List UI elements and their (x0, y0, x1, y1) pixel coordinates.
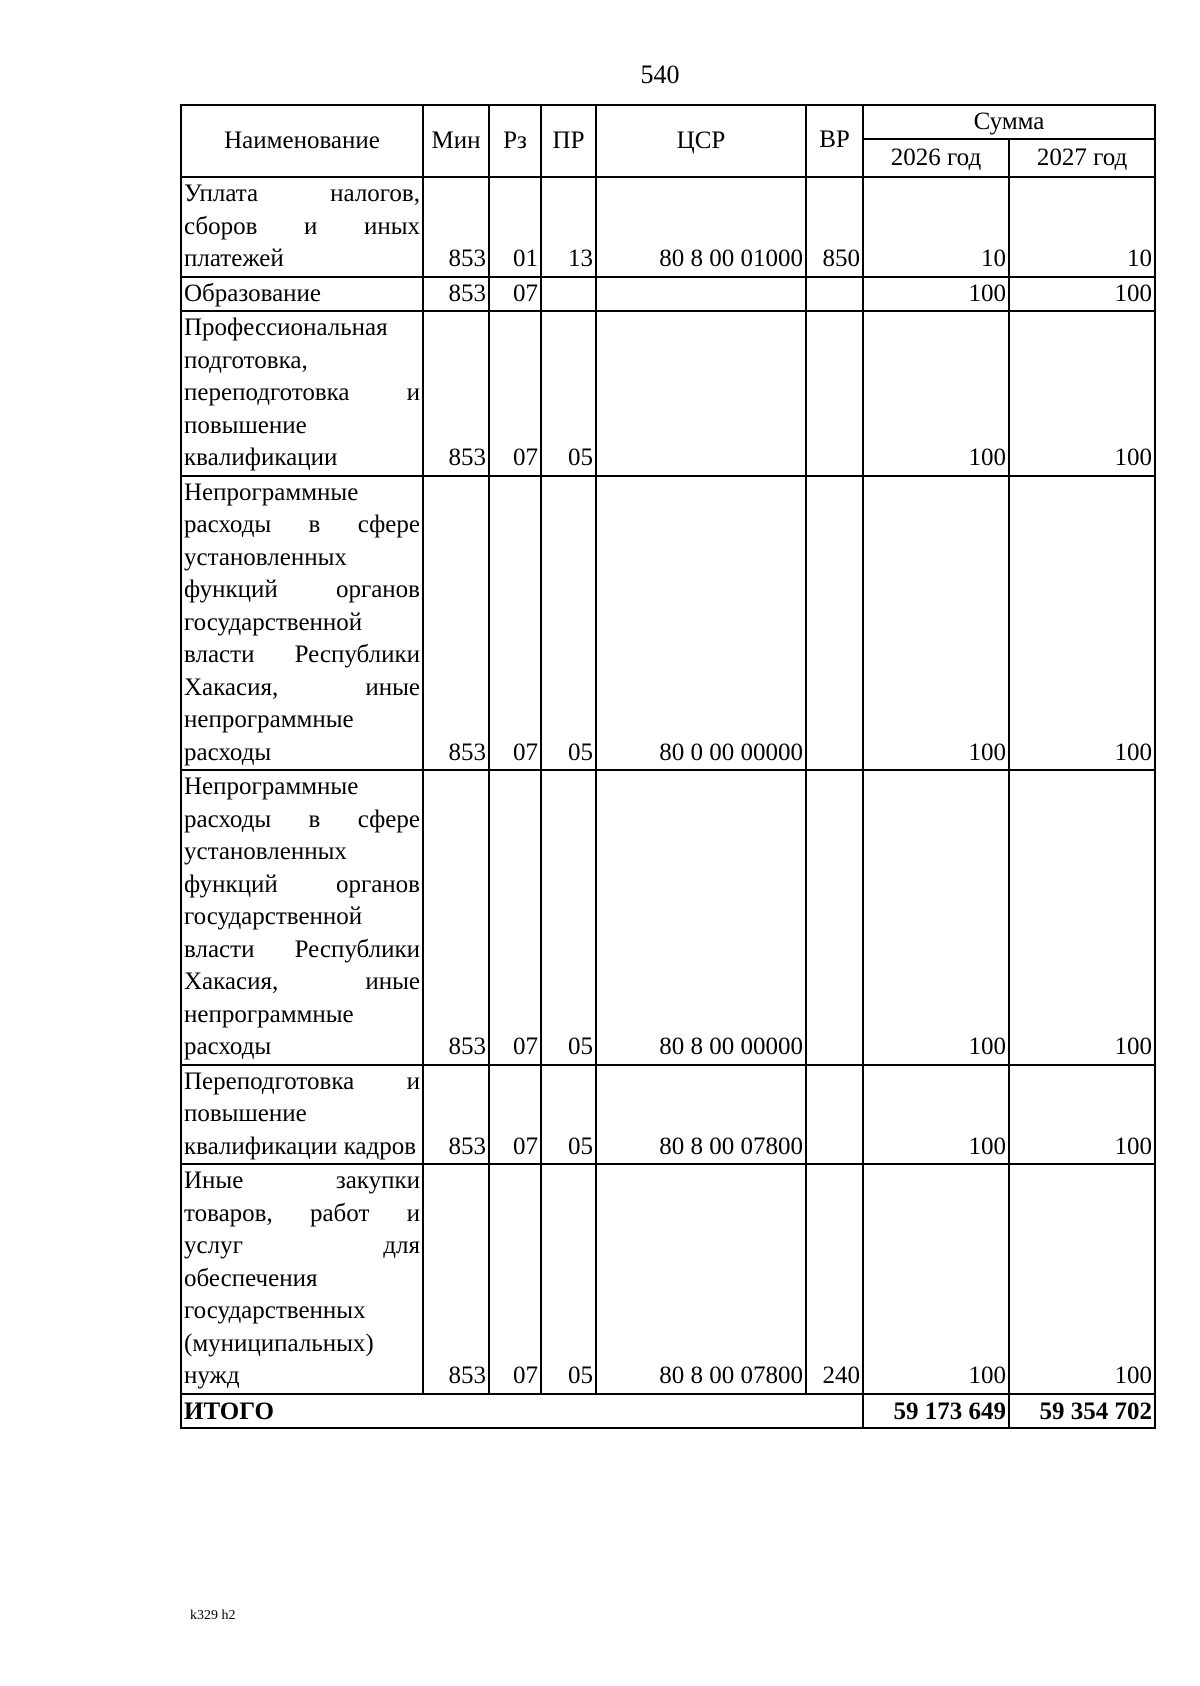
table-row (181, 476, 1155, 771)
cell-rz: 07 (489, 311, 541, 476)
cell-2026: 10 (863, 177, 1009, 277)
cell-pr: 05 (541, 311, 596, 476)
cell-vr (806, 311, 863, 476)
cell-name: Уплата налогов, сборов и иных платежей (181, 177, 423, 277)
table-row (181, 1164, 1155, 1394)
cell-csr: 80 8 00 01000 (596, 177, 806, 277)
cell-2027: 10 (1009, 177, 1155, 277)
cell-csr (596, 311, 806, 476)
cell-csr: 80 0 00 00000 (596, 476, 806, 771)
cell-min: 853 (423, 311, 489, 476)
page-number: 540 (640, 60, 680, 89)
cell-2026: 100 (863, 476, 1009, 771)
cell-vr (806, 277, 863, 312)
cell-csr (596, 277, 806, 312)
cell-name: Непрограммные расходы в сфере установленных функций органов государственной власти Республики Хакасия, иные непрограммные расходы (181, 476, 423, 771)
cell-name: Профессиональная подготовка, переподготовка и повышение квалификации (181, 311, 423, 476)
cell-pr (541, 277, 596, 312)
table-row (181, 1065, 1155, 1165)
cell-vr (806, 770, 863, 1065)
table-body (181, 177, 1155, 1394)
cell-2027: 100 (1009, 1164, 1155, 1394)
cell-csr: 80 8 00 00000 (596, 770, 806, 1065)
cell-vr (806, 476, 863, 771)
header-pr: ПР (541, 105, 596, 177)
header-rz: Рз (489, 105, 541, 177)
header-name: Наименование (181, 105, 423, 177)
cell-min: 853 (423, 277, 489, 312)
cell-2026: 100 (863, 770, 1009, 1065)
cell-name: Переподготовка и повышение квалификации кадров (181, 1065, 423, 1165)
cell-2027: 100 (1009, 1065, 1155, 1165)
header-csr: ЦСР (596, 105, 806, 177)
total-label: ИТОГО (181, 1394, 863, 1428)
cell-name: Непрограммные расходы в сфере установленных функций органов государственной власти Республики Хакасия, иные непрограммные расходы (181, 770, 423, 1065)
cell-min: 853 (423, 1164, 489, 1394)
cell-min: 853 (423, 1065, 489, 1165)
cell-name: Образование (181, 277, 423, 312)
footer-code: k329 h2 (190, 1608, 236, 1623)
cell-rz: 07 (489, 277, 541, 312)
table-row (181, 770, 1155, 1065)
cell-pr: 05 (541, 1164, 596, 1394)
cell-min: 853 (423, 177, 489, 277)
header-year-2027: 2027 год (1009, 139, 1155, 177)
cell-rz: 01 (489, 177, 541, 277)
cell-2027: 100 (1009, 277, 1155, 312)
cell-pr: 05 (541, 1065, 596, 1165)
header-vr: ВР (806, 105, 863, 177)
cell-2026: 100 (863, 311, 1009, 476)
cell-min: 853 (423, 770, 489, 1065)
cell-name: Иные закупки товаров, работ и услуг для обеспечения государственных (муниципальных) нужд (181, 1164, 423, 1394)
total-2027: 59 354 702 (1009, 1394, 1155, 1428)
cell-2026: 100 (863, 1164, 1009, 1394)
cell-vr: 850 (806, 177, 863, 277)
cell-csr: 80 8 00 07800 (596, 1065, 806, 1165)
cell-rz: 07 (489, 476, 541, 771)
cell-min: 853 (423, 476, 489, 771)
cell-2027: 100 (1009, 770, 1155, 1065)
cell-rz: 07 (489, 1065, 541, 1165)
cell-2026: 100 (863, 1065, 1009, 1165)
table-row (181, 177, 1155, 277)
cell-pr: 05 (541, 770, 596, 1065)
budget-table (180, 104, 1156, 1429)
cell-2027: 100 (1009, 311, 1155, 476)
cell-pr: 05 (541, 476, 596, 771)
total-2026: 59 173 649 (863, 1394, 1009, 1428)
table-row (181, 311, 1155, 476)
cell-2027: 100 (1009, 476, 1155, 771)
cell-vr: 240 (806, 1164, 863, 1394)
cell-2026: 100 (863, 277, 1009, 312)
cell-rz: 07 (489, 1164, 541, 1394)
table-row (181, 277, 1155, 312)
cell-pr: 13 (541, 177, 596, 277)
cell-csr: 80 8 00 07800 (596, 1164, 806, 1394)
header-min: Мин (423, 105, 489, 177)
cell-vr (806, 1065, 863, 1165)
cell-rz: 07 (489, 770, 541, 1065)
header-year-2026: 2026 год (863, 139, 1009, 177)
total-row (181, 1394, 1155, 1428)
table-header (181, 105, 1155, 177)
header-sum: Сумма (863, 105, 1155, 139)
